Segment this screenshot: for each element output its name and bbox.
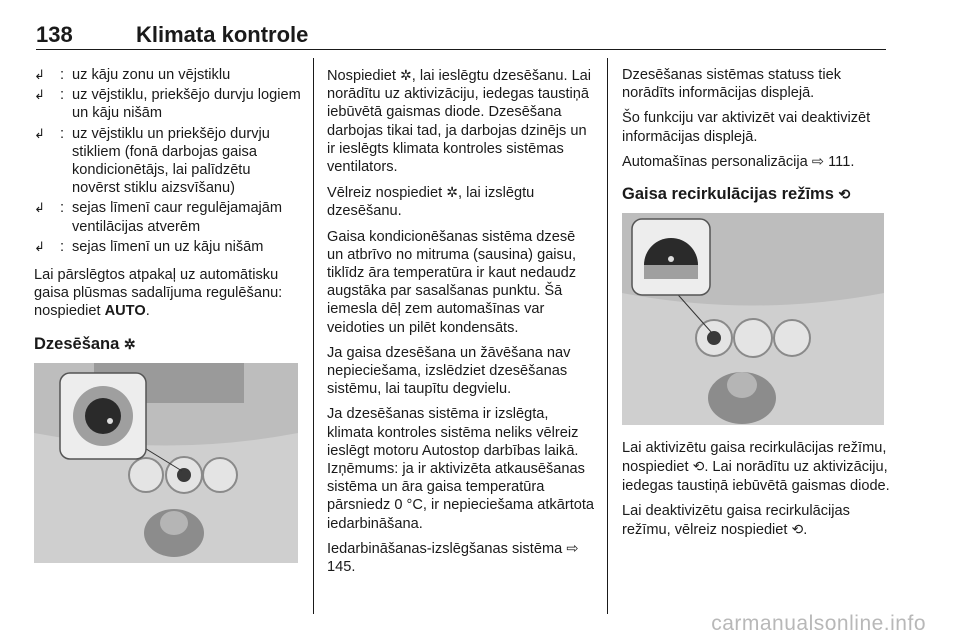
text: , lai izslēgtu dzesēšanu. xyxy=(327,185,535,220)
defrost-icon: ✲ xyxy=(400,67,412,83)
column-divider-2 xyxy=(607,58,608,614)
toggle-paragraph: Šo funkciju var aktivizēt vai deaktivizēt informācijas displejā. xyxy=(622,110,871,145)
text: Automašīnas personalizācija xyxy=(622,153,812,170)
defrost-icon: ✲ xyxy=(123,335,136,352)
recirc-deactivate-paragraph xyxy=(622,502,890,539)
column-right xyxy=(622,66,890,546)
page-header xyxy=(36,22,886,52)
recirc-button-photo xyxy=(622,213,884,425)
page-number: 138 xyxy=(36,22,73,47)
defrost-icon: ✲ xyxy=(446,184,458,201)
airflow-item xyxy=(34,66,302,84)
separator: : xyxy=(60,125,65,142)
page-ref-link[interactable]: 111 xyxy=(828,153,851,170)
auto-keyword: AUTO xyxy=(104,303,146,320)
defog-button-photo xyxy=(34,363,298,563)
defog-heading-text: Dzesēšana xyxy=(34,334,120,353)
text: Iedarbināšanas-izslēgšanas sistēma xyxy=(327,540,567,557)
separator: : xyxy=(60,200,65,217)
recirc-activate-paragraph xyxy=(622,439,890,495)
windshield-side-windows-icon: ↲ xyxy=(34,125,45,141)
recirculation-icon: ⟲ xyxy=(791,521,804,538)
airflow-description: sejas līmenī caur regulējamajām ventilācijas atverēm xyxy=(72,200,283,235)
auto-text: Lai pārslēgtos atpakaļ uz automātisku gaisa plūsmas sadalījuma regulēšanu: nospiediet xyxy=(34,267,283,320)
separator: : xyxy=(60,87,65,104)
airflow-item xyxy=(34,125,302,198)
text: Vēlreiz nospiediet xyxy=(327,185,447,202)
text: . xyxy=(803,522,808,539)
stop-start-ref-paragraph xyxy=(327,540,595,576)
defog-deactivate-paragraph xyxy=(327,183,595,220)
page-ref-arrow-icon: ⇨ xyxy=(566,540,579,557)
separator: : xyxy=(60,67,65,83)
auto-text-end: . xyxy=(145,303,150,320)
head-level-vents-icon: ↲ xyxy=(34,200,45,216)
fuel-saving-paragraph: Ja gaisa dzesēšana un žāvēšana nav nepieciešama, izslēdziet dzesēšanas sistēmu, lai taupītu degvielu. xyxy=(327,344,571,398)
airflow-description: sejas līmenī un uz kāju nišām xyxy=(72,238,264,255)
column-divider-1 xyxy=(313,58,314,614)
text: . xyxy=(351,559,356,576)
header-divider xyxy=(36,49,886,50)
defog-activate-paragraph xyxy=(327,66,595,176)
column-middle xyxy=(327,66,595,583)
page-ref-arrow-icon: ⇨ xyxy=(811,153,825,170)
text: Lai deaktivizētu gaisa recirkulācijas režīmu, vēlreiz nospiediet xyxy=(622,502,850,539)
head-feet-icon: ↲ xyxy=(34,238,45,254)
autostop-paragraph: Ja dzesēšanas sistēma ir izslēgta, klimata kontroles sistēma neliks vēlreiz ieslēgt motoru Autostop darbības laikā. Izņēmums: ja ir aktivizēta atkausēšanas sistēma un āra gaisa temperatūra pārsniedz 0 °C, ir nepieciešama atkārtota iedarbināšana. xyxy=(327,406,595,532)
recirculation-icon: ⟲ xyxy=(692,458,705,475)
personalization-ref-paragraph xyxy=(622,153,890,171)
airflow-description: uz vējstiklu un priekšējo durvju stikliem (fonā darbojas gaisa kondicionētājs, lai palīdzētu novērst stiklu aizsvīšanu) xyxy=(72,125,270,197)
page-ref-link[interactable]: 145 xyxy=(327,559,352,576)
text: Lai aktivizētu gaisa recirkulācijas režīmu, nospiediet xyxy=(622,440,887,476)
text: Nospiediet xyxy=(327,68,401,84)
text: . Lai norādītu uz aktivizāciju, iedegas taustiņā iebūvētā gaismas diode. xyxy=(622,459,890,494)
recirculation-icon: ⟲ xyxy=(838,186,851,203)
status-paragraph: Dzesēšanas sistēmas statuss tiek norādīts informācijas displejā. xyxy=(622,67,841,102)
feet-windshield-icon: ↲ xyxy=(34,67,45,82)
ac-info-paragraph: Gaisa kondicionēšanas sistēma dzesē un atbrīvo no mitruma (sausina) gaisu, tiklīdz āra temperatūra ir kaut nedaudz augstāka par sasalšanas punktu. Šā iemesla dēļ zem automašīnas var veidoties un pilēt kondensāts. xyxy=(327,228,577,336)
watermark: carmanualsonline.info xyxy=(711,612,926,635)
auto-paragraph xyxy=(34,266,302,321)
airflow-list xyxy=(34,66,302,256)
text: . xyxy=(850,153,855,170)
chapter-title: Klimata kontrole xyxy=(136,22,309,47)
airflow-description: uz kāju zonu un vējstiklu xyxy=(72,67,231,83)
airflow-description: uz vējstiklu, priekšējo durvju logiem un kāju nišām xyxy=(72,87,301,122)
column-left xyxy=(34,66,302,563)
airflow-item xyxy=(34,86,302,122)
recirc-heading-text: Gaisa recirkulācijas režīms xyxy=(622,185,834,204)
text: , lai ieslēgtu dzesēšanu. Lai norādītu uz aktivizāciju, iedegas taustiņā iebūvētā gaismas diode. Dzesēšana darbojas tikai tad, ja darbojas dzinējs un ir ieslēgts klimata kontroles sistēmas ventilators. xyxy=(327,68,592,176)
separator: : xyxy=(60,238,65,255)
windshield-side-windows-feet-icon: ↲ xyxy=(34,87,45,103)
airflow-item xyxy=(34,199,302,235)
defog-heading xyxy=(34,335,302,353)
recirc-heading xyxy=(622,185,890,203)
airflow-item xyxy=(34,238,302,256)
